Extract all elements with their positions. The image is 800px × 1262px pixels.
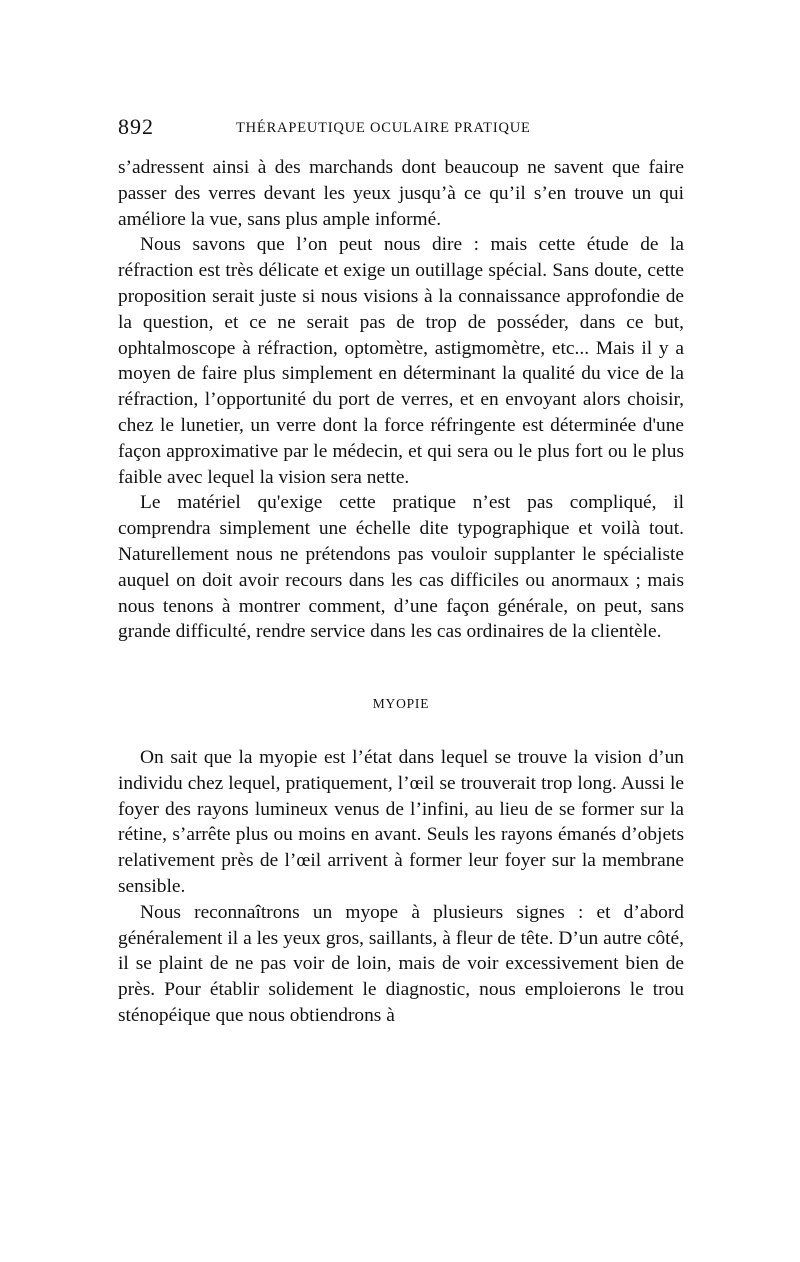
running-title: THÉRAPEUTIQUE OCULAIRE PRATIQUE (236, 120, 531, 136)
paragraph: Le matériel qu'exige cette pratique n’est pas compliqué, il comprendra simplement une échelle dite typographique et voilà tout. Naturellement nous ne prétendons pas vouloir supplanter le spécialiste auquel on doit avoir recours dans les cas difficiles ou anormaux ; mais nous tenons à montrer comment, d’une façon générale, on peut, sans grande difficulté, rendre service dans les cas ordinaires de la clientèle. (118, 492, 684, 643)
body-text (118, 155, 684, 1029)
paragraph: Nous savons que l’on peut nous dire : mais cette étude de la réfraction est très délicate et exige un outillage spécial. Sans doute, cette proposition serait juste si nous visions à la connaissance approfondie de la question, et ce ne serait pas de trop de posséder, dans ce but, ophtalmoscope à réfraction, optomètre, astigmomètre, etc... Mais il y a moyen de faire plus simplement en déterminant la qualité du vice de la réfraction, l’opportunité du port de verres, et en envoyant alors choisir, chez le lunetier, un verre dont la force réfringente est déterminée d'une façon approximative par le médecin, et qui sera ou le plus fort ou le plus faible avec lequel la vision sera nette. (118, 234, 684, 488)
section-title: MYOPIE (372, 696, 430, 712)
page-number: 892 (118, 114, 154, 139)
running-head (118, 112, 684, 146)
paragraph: On sait que la myopie est l’état dans lequel se trouve la vision d’un individu chez lequel, pratiquement, l’œil se trouverait trop long. Aussi le foyer des rayons lumineux venus de l’infini, au lieu de se former sur la rétine, s’arrête plus ou moins en avant. Seuls les rayons émanés d’objets relativement près de l’œil arrivent à former leur foyer sur la membrane sensible. (118, 746, 684, 897)
paragraph: Nous reconnaîtrons un myope à plusieurs signes : et d’abord généralement il a les yeux gros, saillants, à fleur de tête. D’un autre côté, il se plaint de ne pas voir de loin, mais de voir excessivement bien de près. Pour établir solidement le diagnostic, nous emploierons le trou sténopéique que nous obtiendrons à (118, 901, 684, 1026)
book-page (118, 112, 684, 1029)
paragraph-continuation: s’adressent ainsi à des marchands dont beaucoup ne savent que faire passer des verres devant les yeux jusqu’à ce qu’il s’en trouve un qui améliore la vue, sans plus ample informé. (118, 157, 684, 230)
